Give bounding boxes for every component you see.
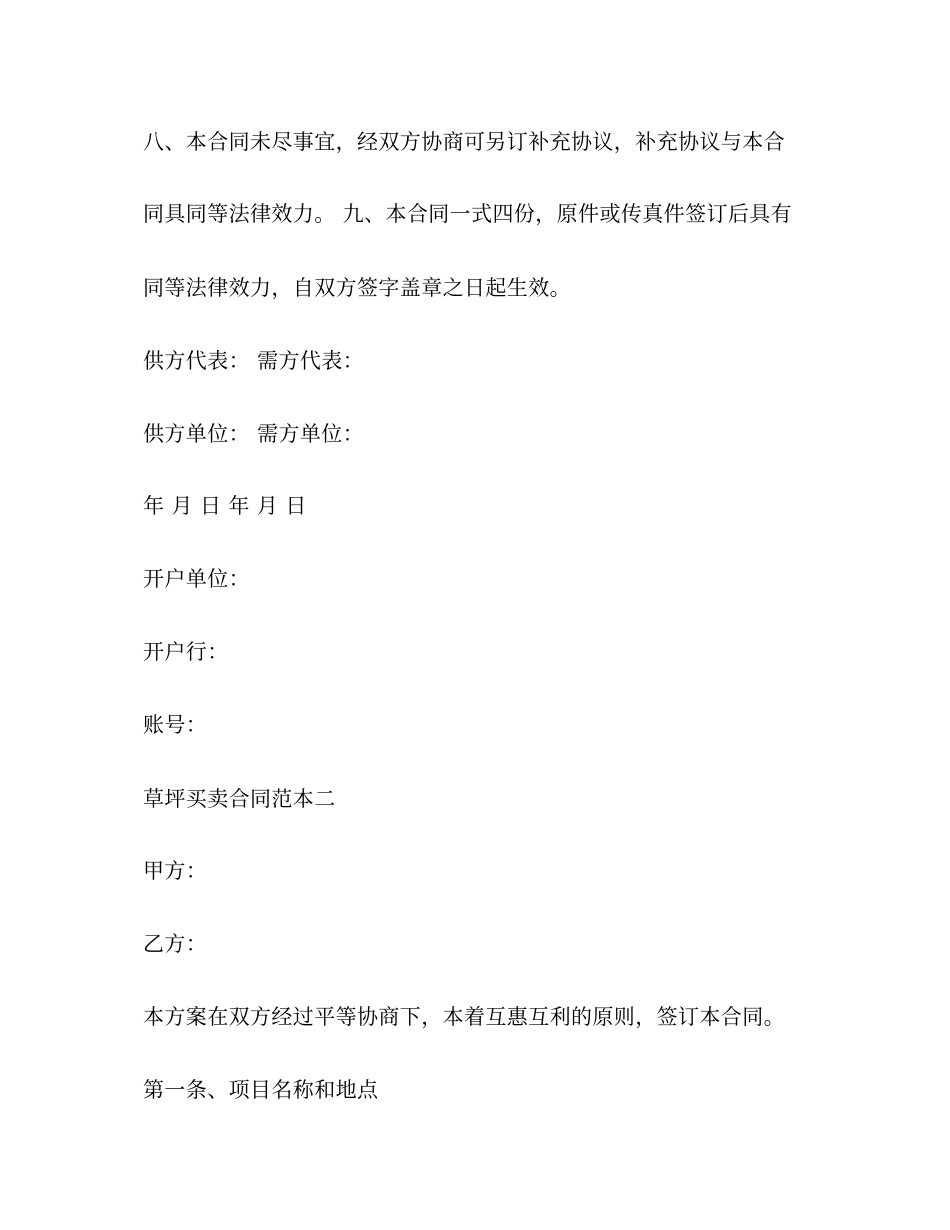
- units-line: 供方单位： 需方单位：: [143, 422, 365, 446]
- account-number-line: 账号：: [143, 713, 208, 737]
- clause-8-line: 八、本合同未尽事宜，经双方协商可另订补充协议，补充协议与本合: [143, 130, 785, 154]
- clause-9-continuation-line: 同等法律效力，自双方签字盖章之日起生效。: [143, 276, 571, 300]
- contract-title-2: 草坪买卖合同范本二: [143, 787, 336, 811]
- preamble-line: 本方案在双方经过平等协商下，本着互惠互利的原则，签订本合同。: [143, 1005, 785, 1029]
- bank-line: 开户行：: [143, 640, 229, 664]
- representatives-line: 供方代表： 需方代表：: [143, 349, 365, 373]
- dates-line: 年 月 日 年 月 日: [143, 494, 307, 518]
- party-b-line: 乙方：: [143, 932, 208, 956]
- article-1-heading: 第一条、项目名称和地点: [143, 1078, 379, 1102]
- clause-8-9-continuation-line: 同具同等法律效力。 九、本合同一式四份，原件或传真件签订后具有: [143, 202, 793, 226]
- account-unit-line: 开户单位：: [143, 567, 250, 591]
- party-a-line: 甲方：: [143, 859, 208, 883]
